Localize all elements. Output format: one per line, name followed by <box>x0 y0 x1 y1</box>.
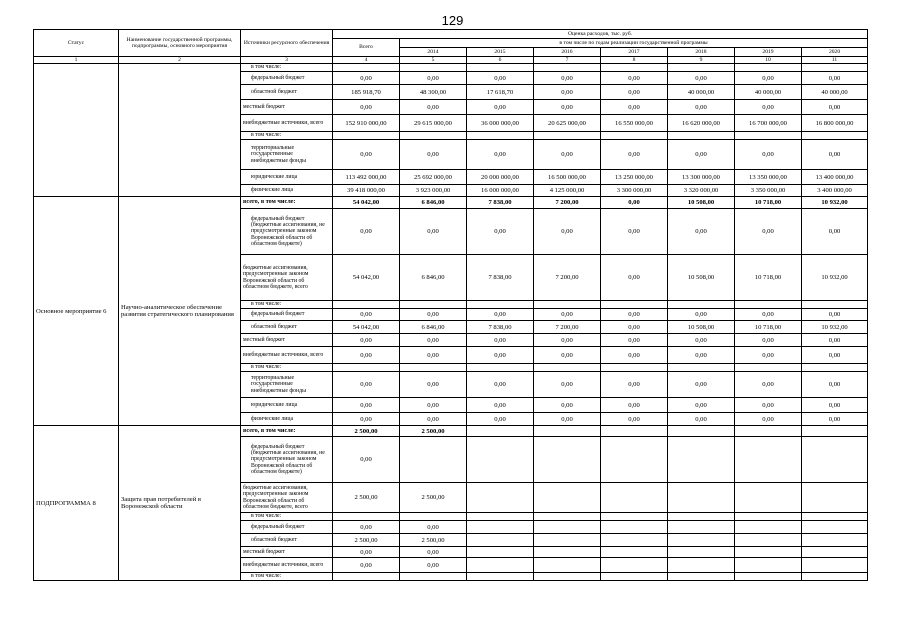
value-cell: 0,00 <box>735 372 802 398</box>
source-cell: местный бюджет <box>241 100 333 115</box>
table-header <box>34 30 868 64</box>
column-number: 6 <box>467 57 534 64</box>
value-cell: 0,00 <box>400 140 467 170</box>
value-cell: 10 718,00 <box>735 197 802 209</box>
value-cell: 0,00 <box>668 334 735 347</box>
value-cell: 0,00 <box>668 398 735 413</box>
source-cell: бюджетные ассигнования, предусмотренные законом Воронежской области об областном бюджете, всего <box>241 483 333 513</box>
value-cell: 0,00 <box>735 334 802 347</box>
value-cell: 13 250 000,00 <box>601 170 668 185</box>
value-cell: 2 500,00 <box>333 483 400 513</box>
value-cell: 0,00 <box>333 100 400 115</box>
block-subprogram-8 <box>34 426 868 581</box>
value-cell: 0,00 <box>333 437 400 483</box>
value-cell: 39 418 000,00 <box>333 185 400 197</box>
value-cell: 0,00 <box>802 334 868 347</box>
value-cell: 0,00 <box>735 309 802 321</box>
value-cell: 2 500,00 <box>333 426 400 437</box>
value-cell: 2 500,00 <box>400 426 467 437</box>
column-number: 5 <box>400 57 467 64</box>
value-cell: 7 200,00 <box>534 321 601 334</box>
value-cell: 0,00 <box>400 334 467 347</box>
value-cell: 13 400 000,00 <box>802 170 868 185</box>
value-cell: 0,00 <box>534 100 601 115</box>
table-row <box>34 197 868 209</box>
value-cell: 0,00 <box>400 547 467 558</box>
value-cell: 0,00 <box>333 413 400 426</box>
value-cell: 0,00 <box>534 72 601 85</box>
value-cell: 0,00 <box>601 197 668 209</box>
source-cell: местный бюджет <box>241 334 333 347</box>
value-cell: 0,00 <box>668 100 735 115</box>
value-cell: 0,00 <box>534 309 601 321</box>
value-cell: 0,00 <box>467 209 534 255</box>
header-year: 2019 <box>735 48 802 57</box>
value-cell: 0,00 <box>400 372 467 398</box>
value-cell: 16 550 000,00 <box>601 115 668 132</box>
source-cell: физические лица <box>241 413 333 426</box>
value-cell: 16 500 000,00 <box>534 170 601 185</box>
value-cell: 0,00 <box>802 398 868 413</box>
value-cell: 10 932,00 <box>802 197 868 209</box>
column-number: 4 <box>333 57 400 64</box>
column-number: 10 <box>735 57 802 64</box>
value-cell: 0,00 <box>802 140 868 170</box>
block-main-program-continuation <box>34 64 868 197</box>
value-cell: 0,00 <box>601 255 668 301</box>
name-cell: Научно-аналитическое обеспечение развития стратегического планирования <box>119 197 241 426</box>
value-cell: 0,00 <box>400 398 467 413</box>
value-cell: 0,00 <box>333 398 400 413</box>
source-cell: областной бюджет <box>241 85 333 100</box>
value-cell: 13 350 000,00 <box>735 170 802 185</box>
value-cell: 0,00 <box>601 209 668 255</box>
source-cell: внебюджетные источники, всего <box>241 115 333 132</box>
value-cell: 7 200,00 <box>534 197 601 209</box>
value-cell: 0,00 <box>668 140 735 170</box>
value-cell: 0,00 <box>735 209 802 255</box>
header-year: 2016 <box>534 48 601 57</box>
status-cell: Основное мероприятие 6 <box>34 197 119 426</box>
value-cell: 17 618,70 <box>467 85 534 100</box>
value-cell: 54 042,00 <box>333 321 400 334</box>
value-cell: 0,00 <box>333 547 400 558</box>
value-cell: 10 508,00 <box>668 197 735 209</box>
header-status: Статус <box>34 30 119 57</box>
value-cell: 2 500,00 <box>333 534 400 547</box>
value-cell: 185 918,70 <box>333 85 400 100</box>
value-cell: 113 492 000,00 <box>333 170 400 185</box>
value-cell: 0,00 <box>400 347 467 364</box>
value-cell: 0,00 <box>802 309 868 321</box>
value-cell: 10 932,00 <box>802 255 868 301</box>
value-cell: 7 838,00 <box>467 197 534 209</box>
source-cell: в том числе: <box>241 364 333 372</box>
column-number: 7 <box>534 57 601 64</box>
value-cell: 0,00 <box>735 100 802 115</box>
value-cell: 3 923 000,00 <box>400 185 467 197</box>
value-cell: 0,00 <box>333 521 400 534</box>
value-cell: 6 846,00 <box>400 255 467 301</box>
value-cell: 0,00 <box>333 140 400 170</box>
value-cell: 48 300,00 <box>400 85 467 100</box>
value-cell: 36 000 000,00 <box>467 115 534 132</box>
value-cell: 0,00 <box>601 100 668 115</box>
value-cell: 0,00 <box>668 372 735 398</box>
value-cell: 0,00 <box>467 100 534 115</box>
value-cell: 13 300 000,00 <box>668 170 735 185</box>
value-cell: 0,00 <box>802 372 868 398</box>
value-cell: 0,00 <box>601 140 668 170</box>
value-cell: 0,00 <box>735 347 802 364</box>
value-cell: 0,00 <box>668 72 735 85</box>
value-cell: 0,00 <box>601 309 668 321</box>
value-cell: 0,00 <box>534 398 601 413</box>
source-cell: федеральный бюджет <box>241 309 333 321</box>
source-cell: федеральный бюджет (бюджетные ассигнования, не предусмотренные законом Воронежской области об областном бюджете) <box>241 209 333 255</box>
value-cell: 2 500,00 <box>400 483 467 513</box>
header-year: 2015 <box>467 48 534 57</box>
source-cell: в том числе: <box>241 301 333 309</box>
value-cell: 0,00 <box>601 347 668 364</box>
source-cell: федеральный бюджет (бюджетные ассигнования, не предусмотренные законом Воронежской области об областном бюджете) <box>241 437 333 483</box>
value-cell: 3 320 000,00 <box>668 185 735 197</box>
value-cell: 0,00 <box>601 321 668 334</box>
source-cell: местный бюджет <box>241 547 333 558</box>
source-cell: внебюджетные источники, всего <box>241 347 333 364</box>
column-number: 3 <box>241 57 333 64</box>
value-cell: 0,00 <box>333 309 400 321</box>
value-cell: 0,00 <box>668 413 735 426</box>
name-cell <box>119 64 241 197</box>
value-cell: 0,00 <box>467 372 534 398</box>
table-row <box>34 64 868 72</box>
header-by-years: в том числе по годам реализации государственной программы <box>400 39 868 48</box>
value-cell: 0,00 <box>333 209 400 255</box>
value-cell: 20 625 000,00 <box>534 115 601 132</box>
table-row <box>34 426 868 437</box>
value-cell: 0,00 <box>400 209 467 255</box>
value-cell: 0,00 <box>400 558 467 573</box>
value-cell: 54 042,00 <box>333 197 400 209</box>
value-cell: 0,00 <box>802 72 868 85</box>
header-year: 2020 <box>802 48 868 57</box>
value-cell: 4 125 000,00 <box>534 185 601 197</box>
value-cell: 0,00 <box>534 140 601 170</box>
value-cell: 0,00 <box>735 72 802 85</box>
status-cell <box>34 64 119 197</box>
value-cell: 0,00 <box>467 140 534 170</box>
value-cell: 0,00 <box>601 372 668 398</box>
value-cell: 3 300 000,00 <box>601 185 668 197</box>
header-estimate: Оценка расходов, тыс. руб. <box>333 30 868 39</box>
header-total: Всего <box>333 39 400 57</box>
value-cell: 0,00 <box>802 347 868 364</box>
source-cell: внебюджетные источники, всего <box>241 558 333 573</box>
budget-table <box>33 29 868 581</box>
value-cell: 7 838,00 <box>467 255 534 301</box>
value-cell: 6 846,00 <box>400 197 467 209</box>
value-cell: 0,00 <box>467 398 534 413</box>
source-cell: бюджетные ассигнования, предусмотренные законом Воронежской области об областном бюджете, всего <box>241 255 333 301</box>
source-cell: областной бюджет <box>241 534 333 547</box>
value-cell: 0,00 <box>333 334 400 347</box>
value-cell: 20 000 000,00 <box>467 170 534 185</box>
value-cell: 0,00 <box>601 85 668 100</box>
column-number: 8 <box>601 57 668 64</box>
value-cell: 16 700 000,00 <box>735 115 802 132</box>
value-cell: 10 718,00 <box>735 321 802 334</box>
source-cell: территориальные государственные внебюджетные фонды <box>241 372 333 398</box>
value-cell: 152 910 000,00 <box>333 115 400 132</box>
value-cell: 16 800 000,00 <box>802 115 868 132</box>
value-cell: 0,00 <box>400 413 467 426</box>
value-cell: 0,00 <box>333 72 400 85</box>
value-cell: 0,00 <box>735 398 802 413</box>
column-number: 1 <box>34 57 119 64</box>
value-cell: 40 000,00 <box>735 85 802 100</box>
name-cell: Защита прав потребителей в Воронежской области <box>119 426 241 581</box>
value-cell: 0,00 <box>601 398 668 413</box>
value-cell: 0,00 <box>802 209 868 255</box>
source-cell: юридические лица <box>241 398 333 413</box>
source-cell: в том числе: <box>241 132 333 140</box>
value-cell: 0,00 <box>467 413 534 426</box>
source-cell: федеральный бюджет <box>241 72 333 85</box>
source-cell: в том числе: <box>241 513 333 521</box>
header-program-name: Наименование государственной программы, подпрограммы, основного мероприятия <box>119 30 241 57</box>
value-cell: 29 615 000,00 <box>400 115 467 132</box>
source-cell: всего, в том числе: <box>241 197 333 209</box>
header-year: 2018 <box>668 48 735 57</box>
header-year: 2017 <box>601 48 668 57</box>
value-cell: 40 000,00 <box>668 85 735 100</box>
value-cell: 0,00 <box>467 72 534 85</box>
value-cell: 0,00 <box>467 334 534 347</box>
value-cell: 7 200,00 <box>534 255 601 301</box>
value-cell: 0,00 <box>802 413 868 426</box>
value-cell: 0,00 <box>735 140 802 170</box>
value-cell: 0,00 <box>400 100 467 115</box>
value-cell: 3 350 000,00 <box>735 185 802 197</box>
value-cell: 0,00 <box>400 309 467 321</box>
column-number: 2 <box>119 57 241 64</box>
value-cell: 25 692 000,00 <box>400 170 467 185</box>
value-cell: 0,00 <box>400 72 467 85</box>
value-cell: 0,00 <box>333 372 400 398</box>
source-cell: федеральный бюджет <box>241 521 333 534</box>
source-cell: в том числе: <box>241 573 333 581</box>
value-cell: 10 718,00 <box>735 255 802 301</box>
column-numbers-row <box>34 57 868 64</box>
source-cell: в том числе: <box>241 64 333 72</box>
source-cell: юридические лица <box>241 170 333 185</box>
value-cell: 0,00 <box>802 100 868 115</box>
value-cell: 0,00 <box>534 209 601 255</box>
value-cell: 6 846,00 <box>400 321 467 334</box>
column-number: 11 <box>802 57 868 64</box>
value-cell: 0,00 <box>534 85 601 100</box>
value-cell: 0,00 <box>534 334 601 347</box>
value-cell: 0,00 <box>333 347 400 364</box>
source-cell: всего, в том числе: <box>241 426 333 437</box>
column-number: 9 <box>668 57 735 64</box>
value-cell: 0,00 <box>534 372 601 398</box>
header-sources: Источники ресурсного обеспечения <box>241 30 333 57</box>
value-cell: 0,00 <box>735 413 802 426</box>
value-cell: 0,00 <box>668 209 735 255</box>
value-cell: 0,00 <box>668 347 735 364</box>
value-cell: 3 400 000,00 <box>802 185 868 197</box>
value-cell: 16 000 000,00 <box>467 185 534 197</box>
value-cell: 0,00 <box>601 413 668 426</box>
value-cell: 10 932,00 <box>802 321 868 334</box>
status-cell: ПОДПРОГРАММА 8 <box>34 426 119 581</box>
value-cell: 0,00 <box>601 72 668 85</box>
source-cell: физические лица <box>241 185 333 197</box>
value-cell: 0,00 <box>400 521 467 534</box>
value-cell: 10 508,00 <box>668 255 735 301</box>
source-cell: территориальные государственные внебюджетные фонды <box>241 140 333 170</box>
page-number: 129 <box>441 13 464 28</box>
value-cell: 0,00 <box>534 347 601 364</box>
value-cell: 0,00 <box>467 309 534 321</box>
value-cell: 2 500,00 <box>400 534 467 547</box>
value-cell: 0,00 <box>601 334 668 347</box>
value-cell: 0,00 <box>534 413 601 426</box>
block-main-activity-6 <box>34 197 868 426</box>
value-cell: 0,00 <box>467 347 534 364</box>
value-cell: 54 042,00 <box>333 255 400 301</box>
value-cell: 0,00 <box>333 558 400 573</box>
source-cell: областной бюджет <box>241 321 333 334</box>
value-cell: 40 000,00 <box>802 85 868 100</box>
value-cell: 16 620 000,00 <box>668 115 735 132</box>
value-cell: 7 838,00 <box>467 321 534 334</box>
header-year: 2014 <box>400 48 467 57</box>
value-cell: 0,00 <box>668 309 735 321</box>
value-cell: 10 508,00 <box>668 321 735 334</box>
